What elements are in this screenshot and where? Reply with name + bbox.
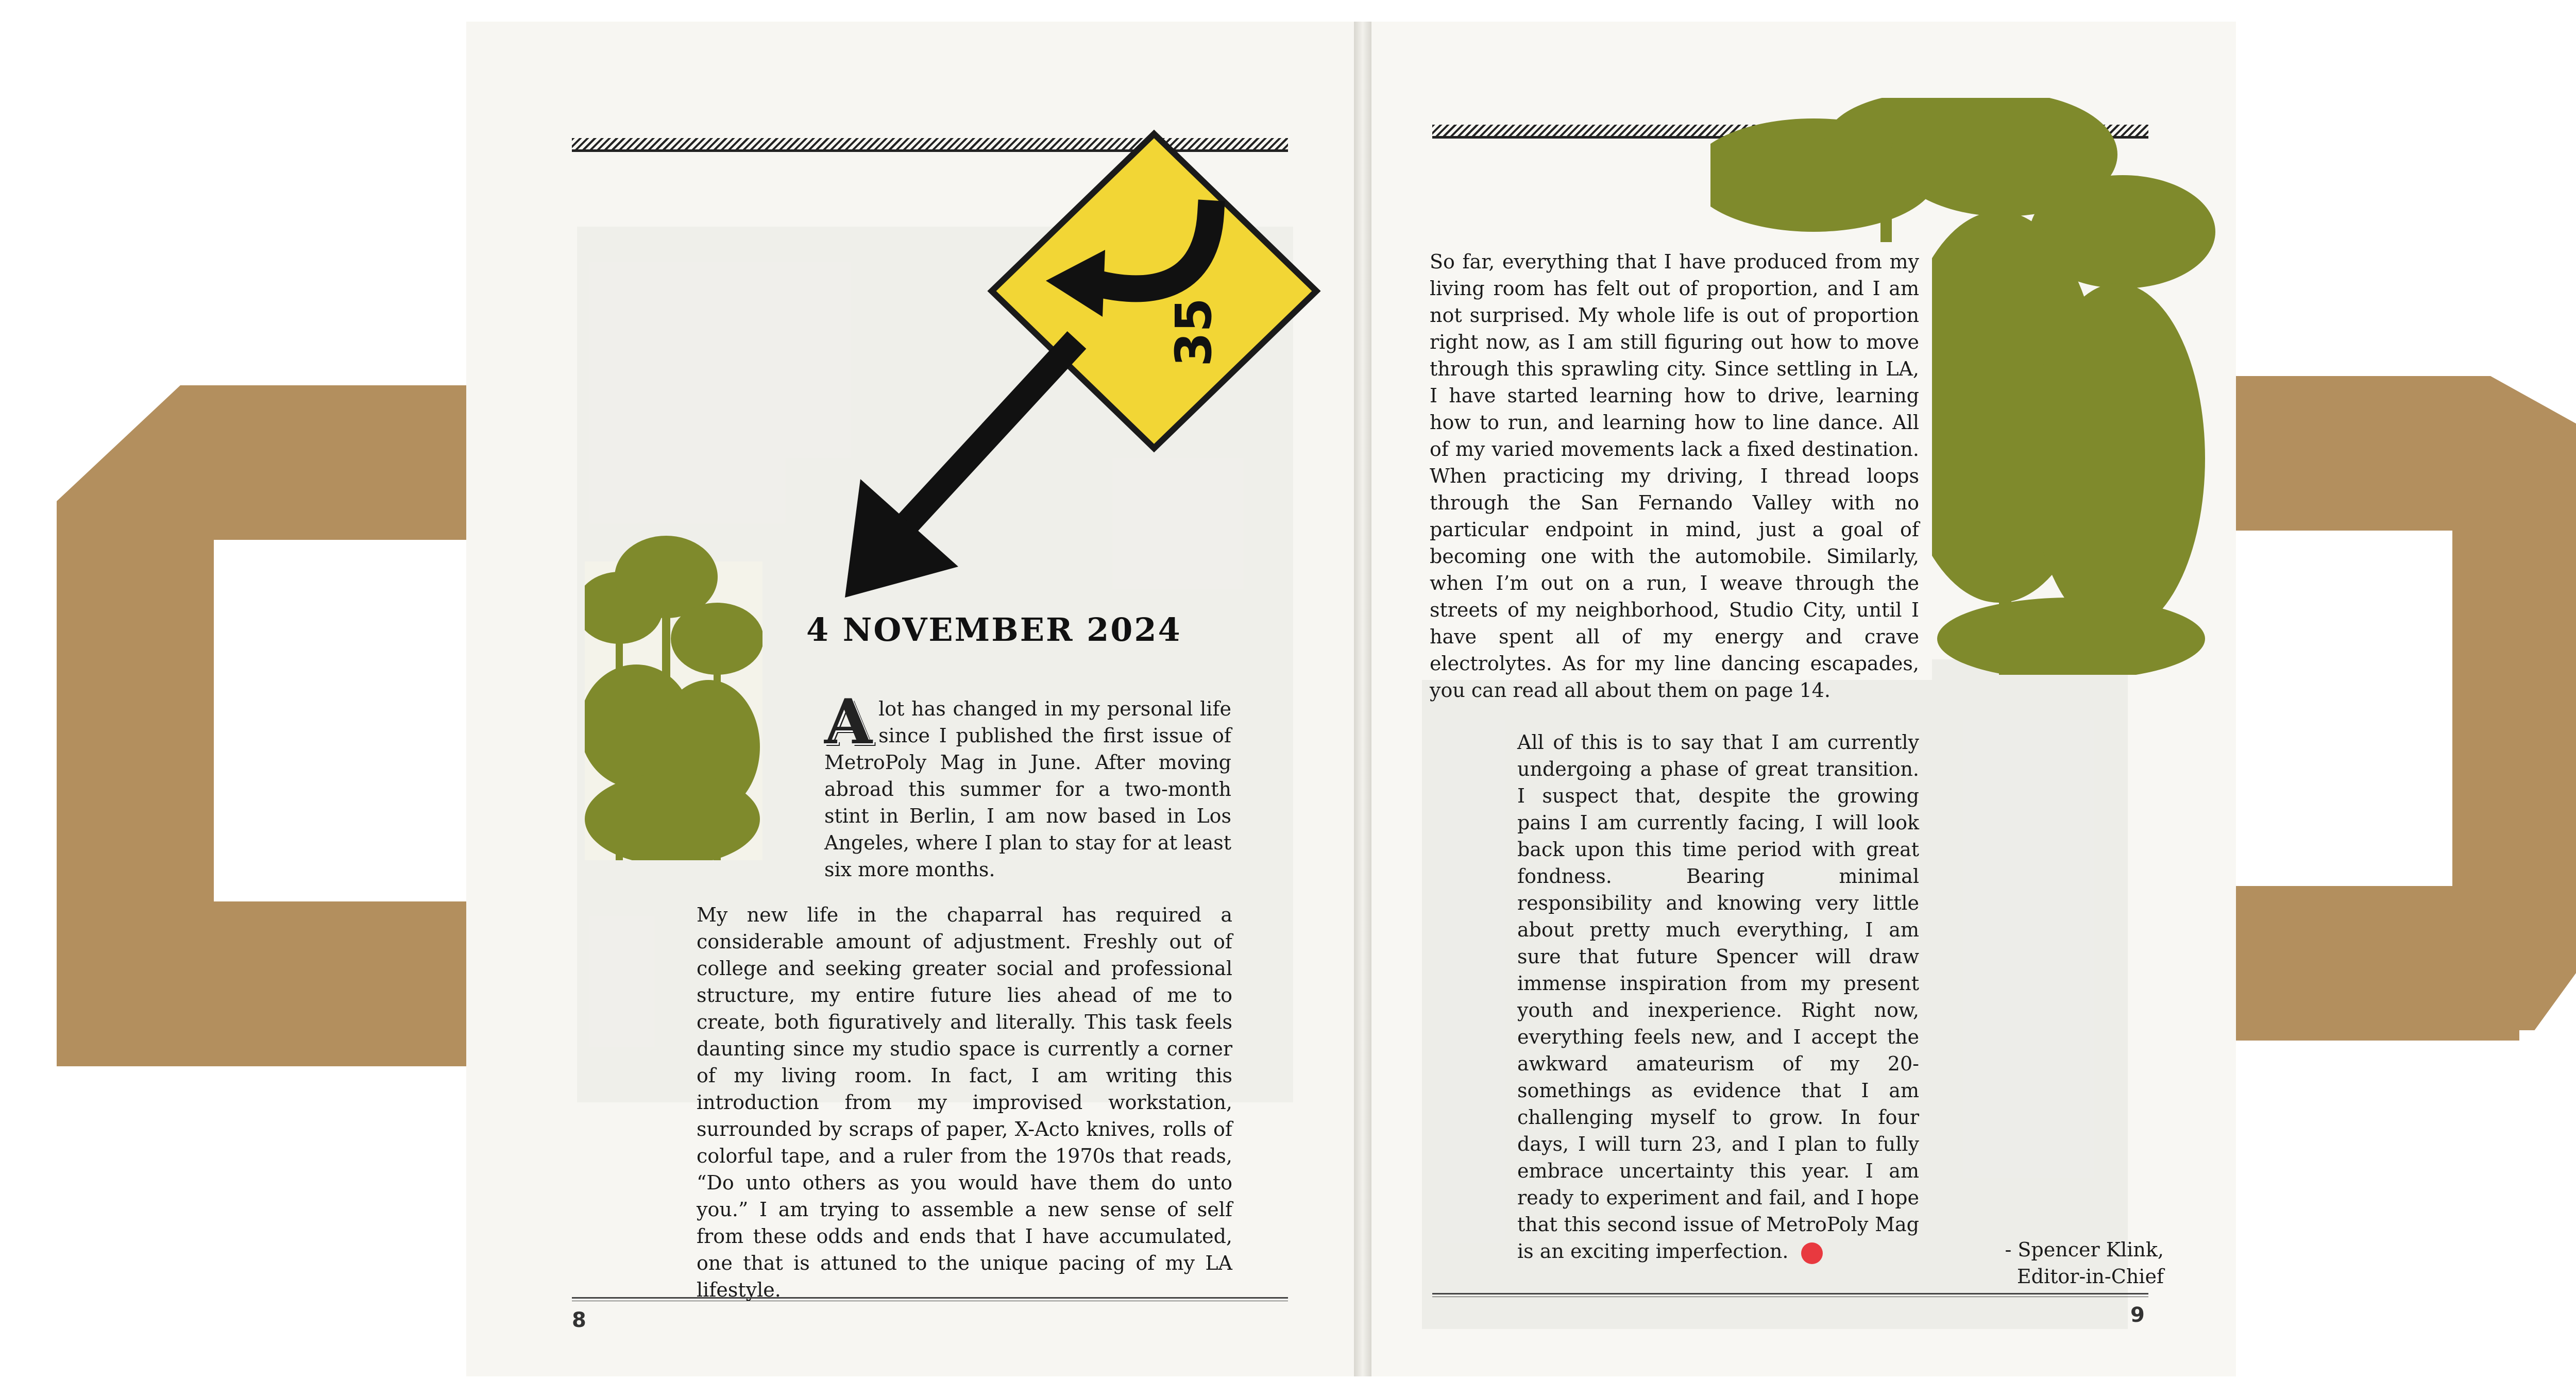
signature bbox=[1803, 1236, 2164, 1290]
left-body-paragraph: My new life in the chaparral has required a considerable amount of adjustment. Freshly out of college and seeking greater social and professional structure, my entire future lies ahead of me to create, both figuratively and literally. This task feels daunting since my studio space is currently a corner of my living room. In fact, I am writing this introduction from my improvised workstation, surrounded by scraps of paper, X-Acto knives, rolls of colorful tape, and a ruler from the 1970s that reads, “Do unto others as you would have them do unto you.” I am trying to assemble a new sense of self from these odds and ends that I have accumulated, one that is attuned to the unique pacing of my LA lifestyle. bbox=[697, 904, 1232, 1301]
right-paragraph-2 bbox=[1517, 729, 1919, 1265]
arrow-icon bbox=[829, 319, 1097, 608]
left-footer-rule bbox=[572, 1297, 1288, 1301]
spine bbox=[1354, 22, 1371, 1376]
left-handle-top bbox=[57, 385, 469, 540]
left-handle-bottom bbox=[57, 901, 469, 1066]
right-handle-top bbox=[2231, 376, 2576, 531]
intro-paragraph bbox=[824, 686, 1231, 883]
date-heading: 4 NOVEMBER 2024 bbox=[806, 611, 1182, 649]
intro-text: lot has changed in my personal life since I published the first issue of MetroPoly Mag in June. After moving abroad this summer for a two-month stint in Berlin, I am now based in Los Angeles, where I plan to stay for at least six more months. bbox=[824, 697, 1231, 881]
page-number-left: 8 bbox=[572, 1308, 586, 1332]
sign-number: 35 bbox=[1165, 298, 1223, 367]
dropcap: A bbox=[824, 686, 873, 758]
right-paragraph-1: So far, everything that I have produced from my living room has felt out of proportion, and I am not surprised. My whole life is out of proportion right now, as I am still figuring out how to move through this sprawling city. Since settling in LA, I have started learning how to drive, learning how to run, and learning how to line dance. All of my varied movements lack a fixed destination. When practicing my driving, I thread loops through the San Fernando Valley with no particular endpoint in mind, just a goal of becoming one with the automobile. Similarly, when I’m out on a run, I weave through the streets of my neighborhood, Studio City, until I have spent all of my energy and crave electrolytes. As for my line dancing escapades, you can read all about them on page 14. bbox=[1430, 250, 1919, 702]
right-footer-rule bbox=[1432, 1293, 2148, 1297]
signature-name: - Spencer Klink, bbox=[2005, 1238, 2164, 1261]
page-number-right: 9 bbox=[2130, 1303, 2145, 1327]
palm-trees-left-icon bbox=[585, 531, 762, 860]
signature-title: Editor-in-Chief bbox=[2016, 1265, 2164, 1288]
right-paragraph-2-text: All of this is to say that I am currently undergoing a phase of great transition. I suspect that, despite the growing pains I am currently facing, I will look back upon this time period with great fondness. Bearing minimal responsibility and knowing very little about pretty much everything, I am sure that future Spencer will draw immense inspiration from my present youth and inexperience. Right now, everything feels new, and I accept the awkward amateurism of my 20-somethings as evidence that I am challenging myself to grow. In four days, I will turn 23, and I plan to fully embrace uncertainty this year. I am ready to experiment and fail, and I hope that this second issue of MetroPoly Mag is an exciting imperfection. bbox=[1517, 731, 1919, 1263]
right-handle-bottom bbox=[2231, 886, 2519, 1041]
